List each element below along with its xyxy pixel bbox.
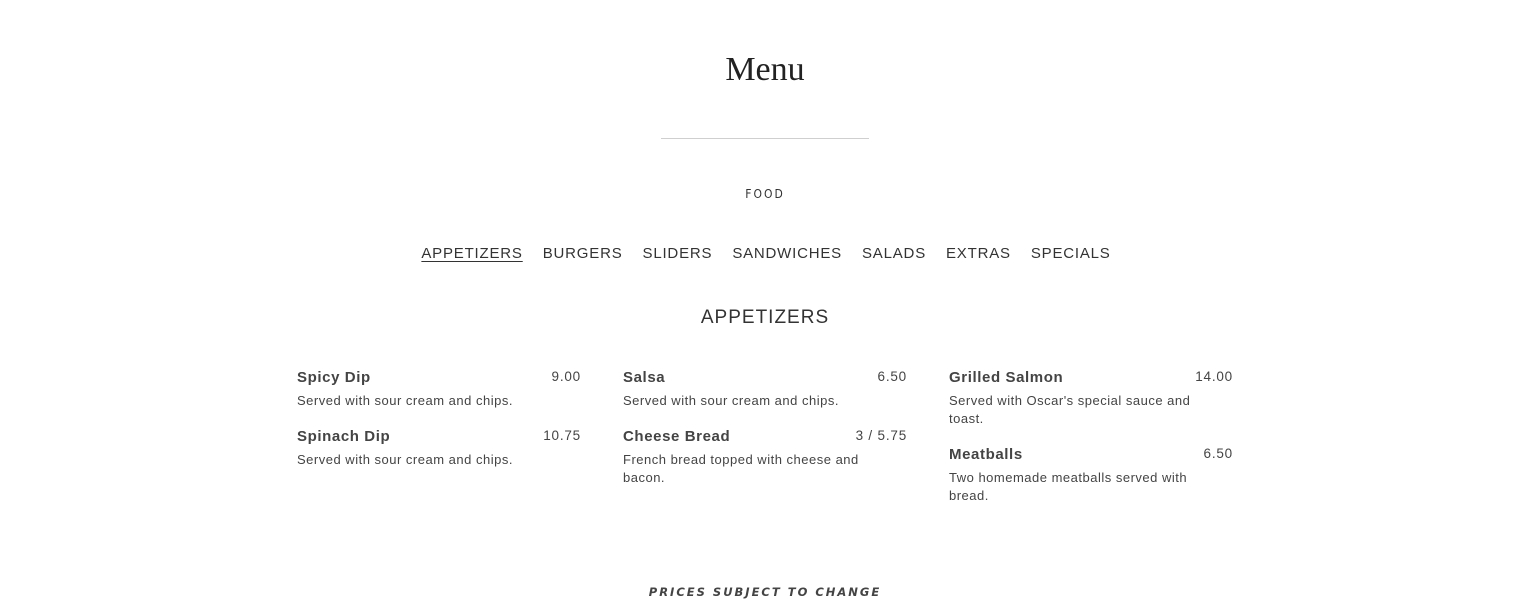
- menu-column: [623, 368, 907, 522]
- price-disclaimer: PRICES SUBJECT TO CHANGE: [648, 585, 882, 599]
- menu-item-header: [949, 445, 1233, 465]
- title-divider: [661, 138, 869, 139]
- menu-item-price: 14.00: [1195, 369, 1233, 384]
- menu-column: [297, 368, 581, 522]
- page-title: Menu: [725, 51, 805, 88]
- menu-item-name: Salsa: [623, 369, 666, 386]
- section-label: FOOD: [745, 187, 785, 201]
- tab-sliders[interactable]: SLIDERS: [642, 245, 713, 262]
- menu-item-price: 9.00: [551, 369, 581, 384]
- tab-specials[interactable]: SPECIALS: [1030, 245, 1111, 262]
- menu-item: [297, 427, 581, 469]
- tab-extras[interactable]: EXTRAS: [946, 245, 1011, 262]
- tab-sandwiches[interactable]: SANDWICHES: [732, 245, 842, 262]
- tab-appetizers[interactable]: APPETIZERS: [421, 245, 523, 262]
- menu-item-description: Served with Oscar's special sauce and toast.: [949, 393, 1191, 426]
- menu-item: [623, 368, 907, 410]
- menu-item-name: Grilled Salmon: [949, 369, 1064, 386]
- menu-item-description: Served with sour cream and chips.: [297, 452, 513, 467]
- menu-item-name: Meatballs: [949, 446, 1023, 463]
- menu-item-price: 3 / 5.75: [855, 428, 907, 443]
- menu-column: [949, 368, 1233, 522]
- tab-burgers[interactable]: BURGERS: [542, 245, 623, 262]
- menu-grid: [297, 368, 1233, 522]
- menu-item-header: [297, 368, 581, 388]
- menu-item-name: Cheese Bread: [623, 428, 731, 445]
- menu-item-header: [297, 427, 581, 447]
- category-tabs: [0, 244, 1530, 264]
- menu-item: [949, 368, 1233, 428]
- menu-item-header: [623, 368, 907, 388]
- menu-item-description: Two homemade meatballs served with bread.: [949, 470, 1188, 503]
- menu-item-name: Spinach Dip: [297, 428, 391, 445]
- tab-salads[interactable]: SALADS: [862, 245, 926, 262]
- menu-item-price: 10.75: [543, 428, 581, 443]
- menu-item: [623, 427, 907, 487]
- category-heading: APPETIZERS: [700, 307, 830, 328]
- menu-item-name: Spicy Dip: [297, 369, 371, 386]
- menu-item-description: French bread topped with cheese and bacon.: [623, 452, 859, 485]
- menu-item-description: Served with sour cream and chips.: [623, 393, 839, 408]
- menu-item-header: [623, 427, 907, 447]
- menu-item-description: Served with sour cream and chips.: [297, 393, 513, 408]
- menu-item-price: 6.50: [877, 369, 907, 384]
- menu-item-price: 6.50: [1203, 446, 1233, 461]
- menu-item-header: [949, 368, 1233, 388]
- menu-item: [297, 368, 581, 410]
- menu-item: [949, 445, 1233, 505]
